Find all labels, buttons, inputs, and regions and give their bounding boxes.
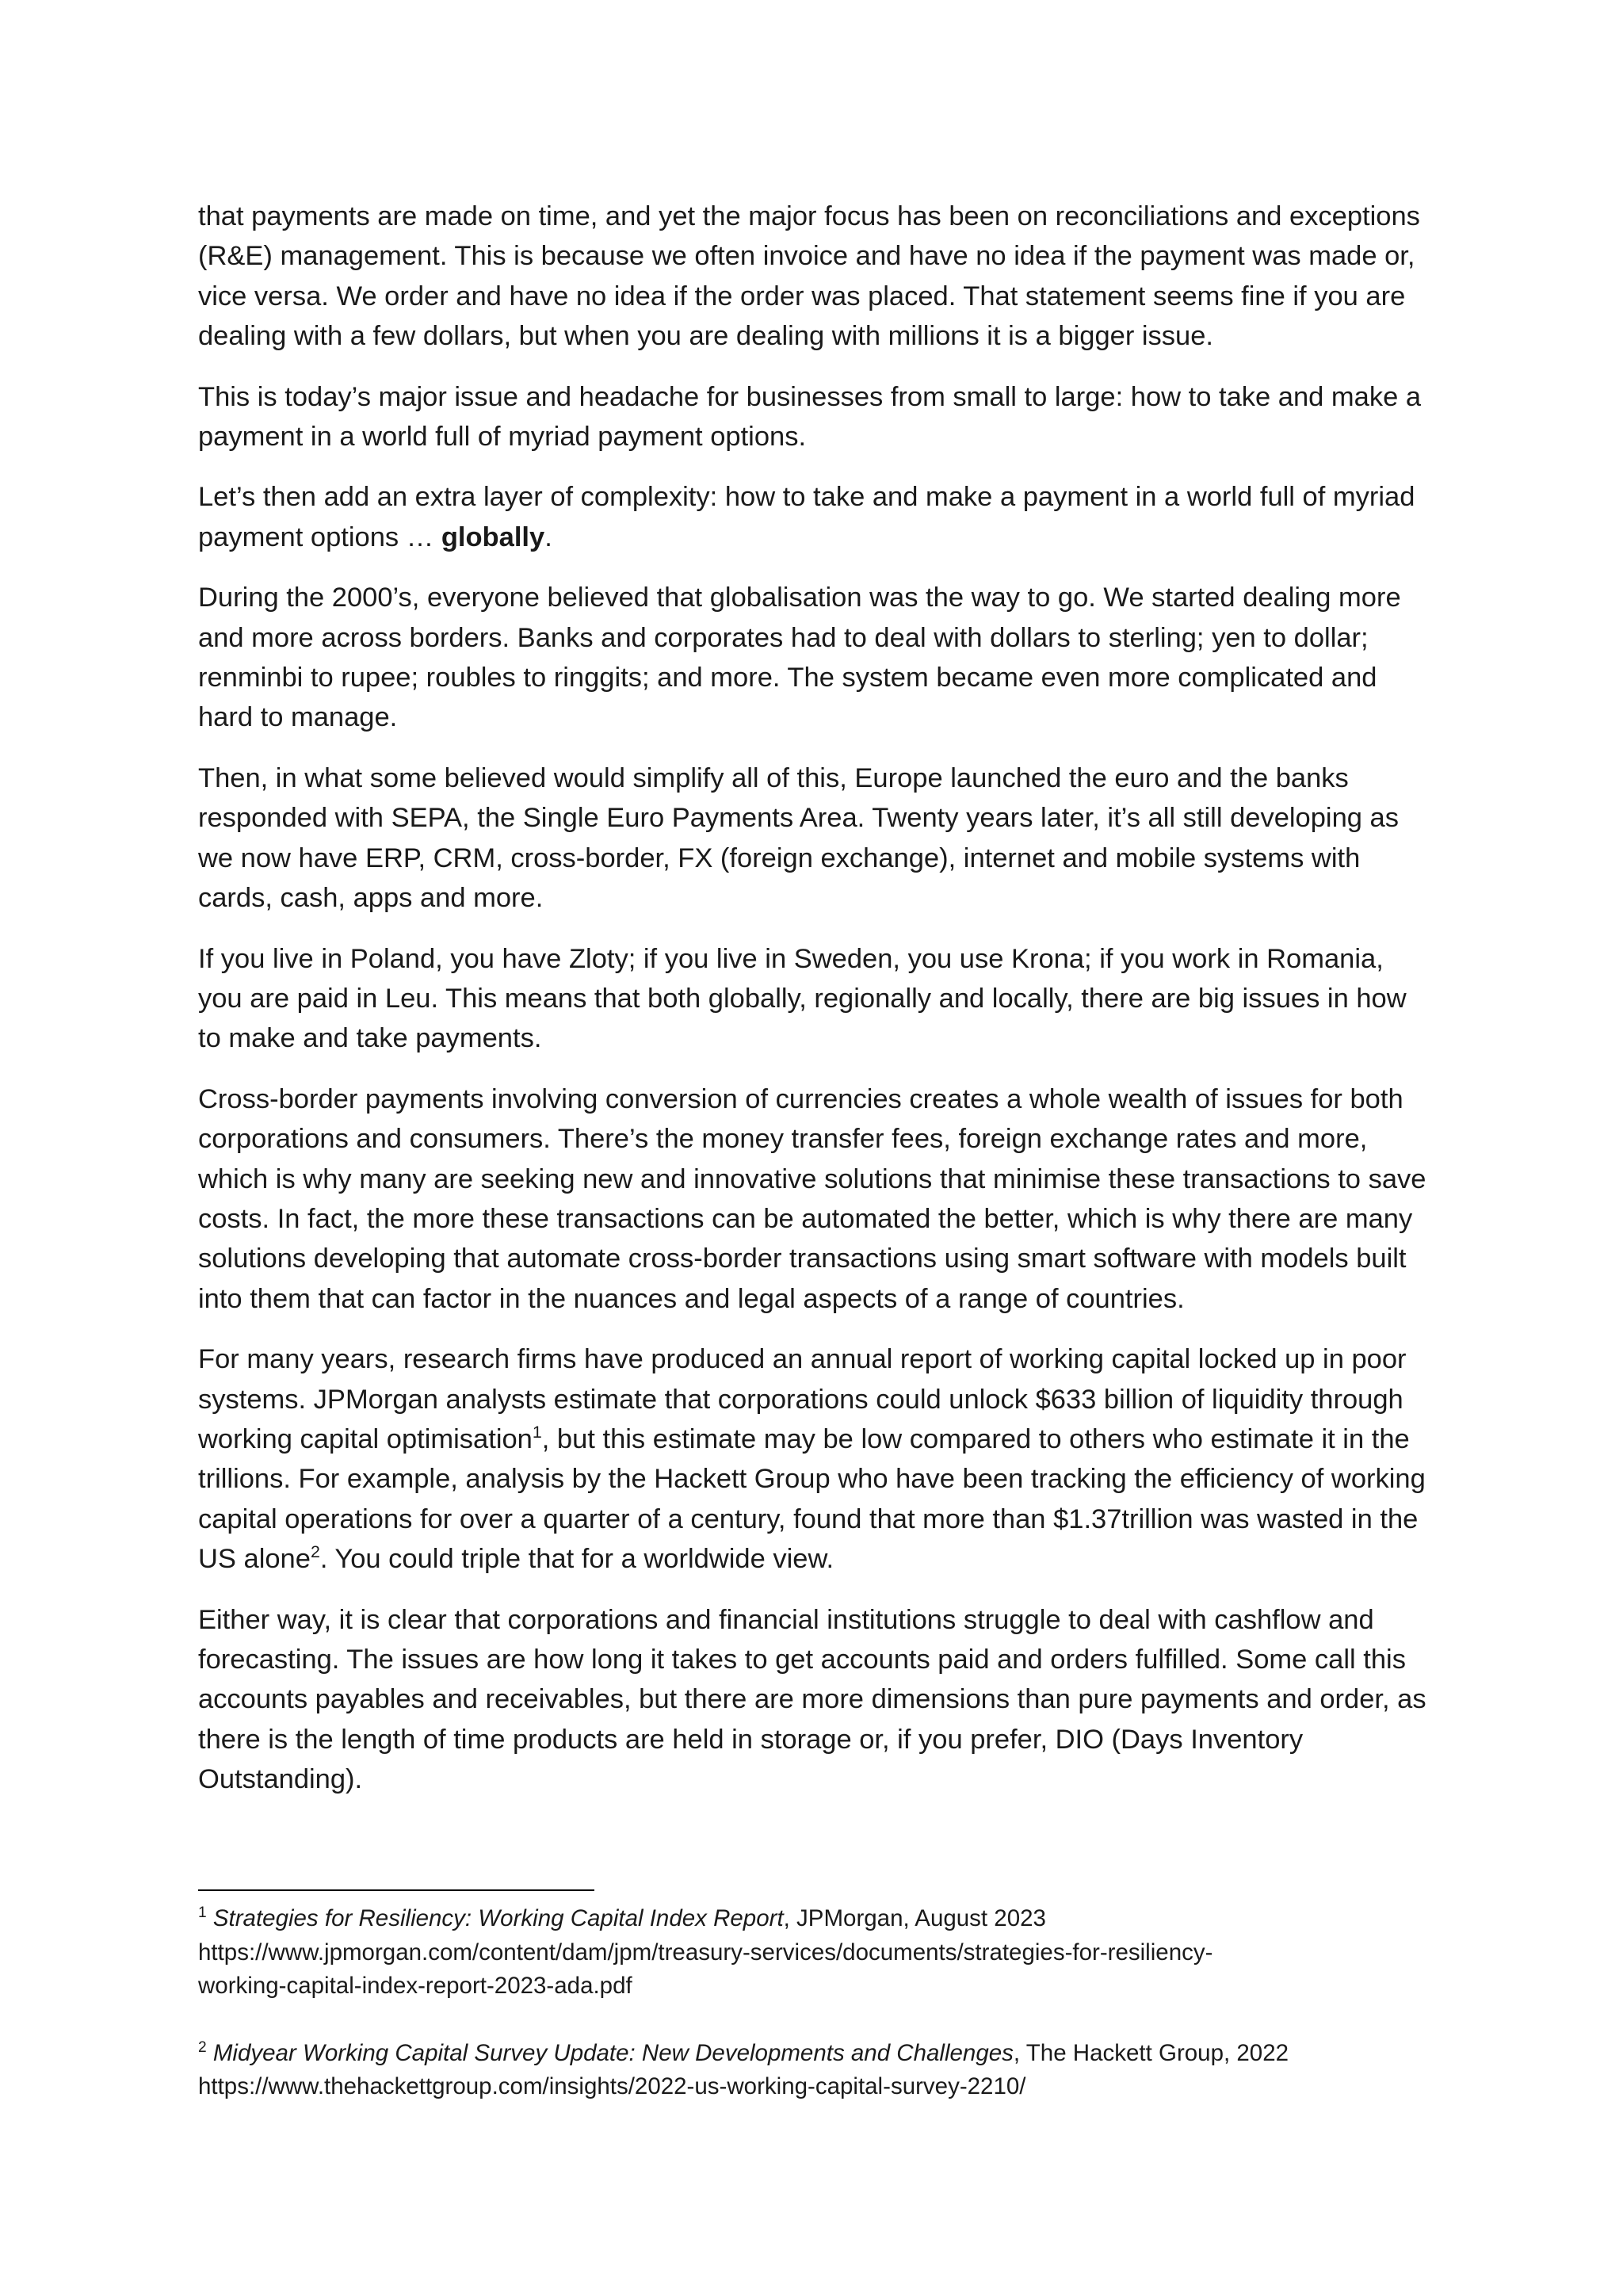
paragraph-complexity-text: Let’s then add an extra layer of complexity: how to take and make a payment in a world full of myriad payment options … (198, 482, 1415, 552)
emphasis-globally: globally (441, 521, 545, 552)
footnote-separator (198, 1889, 594, 1891)
footnote-1-citation (198, 1902, 1434, 1936)
footnote-1 (198, 1902, 1434, 2004)
footnote-2 (198, 2037, 1434, 2104)
paragraph-globalisation: During the 2000’s, everyone believed that globalisation was the way to go. We started dealing more and more across borders. Banks and corporates had to deal with dollars to sterling; yen to dollar; renminbi to rupee; roubles to ringgits; and more. The system became even more complicated and hard to manage. (198, 583, 1401, 733)
paragraph-complexity (198, 477, 1434, 557)
footnote-1-title: Strategies for Resiliency: Working Capital Index Report (212, 1905, 784, 1931)
paragraph-complexity-end: . (544, 521, 552, 552)
working-capital-text-1: For many years, research firms have produced an annual report of working capital locked up in poor systems. JPMorgan analysts estimate that corporations could unlock $633 billion of liquidity through working capital optimisation (198, 1344, 1407, 1454)
footnote-2-url[interactable]: https://www.thehackettgroup.com/insights/2022-us-working-capital-survey-2210/ (198, 2073, 1026, 2099)
working-capital-text-3: . You could triple that for a worldwide view. (319, 1544, 834, 1575)
footnotes (198, 1902, 1434, 2137)
footnote-1-url-line-2[interactable]: working-capital-index-report-2023-ada.pdf (198, 1973, 632, 1999)
paragraph-euro-sepa: Then, in what some believed would simplify all of this, Europe launched the euro and the banks responded with SEPA, the Single Euro Payments Area. Twenty years later, it’s all still developing as we now have ERP, CRM, cross-border, FX (foreign exchange), internet and mobile systems with cards, cash, apps and more. (198, 762, 1399, 914)
footnote-2-citation (198, 2037, 1434, 2071)
footnote-1-number: 1 (198, 1904, 207, 1922)
footnote-2-title: Midyear Working Capital Survey Update: New Developments and Challenges (212, 2039, 1014, 2066)
footnote-ref-2[interactable]: 2 (310, 1542, 320, 1562)
footnote-2-number: 2 (198, 2038, 207, 2056)
paragraph-reconciliations: that payments are made on time, and yet the major focus has been on reconciliations and exceptions (R&E) management. This is because we often invoice and have no idea if the payment was made or, vice versa. We order and have no idea if the order was placed. That statement seems fine if you are dealing with a few dollars, but when you are dealing with millions it is a bigger issue. (198, 201, 1420, 352)
paragraph-cashflow: Either way, it is clear that corporations and financial institutions struggle to deal with cashflow and forecasting. The issues are how long it takes to get accounts paid and orders fulfilled. Some call this accounts payables and receivables, but there are more dimensions than pure payments and order, as there is the length of time products are held in storage or, if you prefer, DIO (Days Inventory Outstanding). (198, 1604, 1426, 1795)
paragraph-currencies: If you live in Poland, you have Zloty; if you live in Sweden, you use Krona; if you work in Romania, you are paid in Leu. This means that both globally, regionally and locally, there are big issues in how to make and take payments. (198, 943, 1407, 1054)
working-capital-text-2: , but this estimate may be low compared to others who estimate it in the trillions. For example, analysis by the Hackett Group who have been tracking the efficiency of working capital operations for over a quarter of a century, found that more than $1.37trillion was wasted in the US alone (198, 1423, 1426, 1575)
footnote-1-source: , JPMorgan, August 2023 (783, 1905, 1046, 1931)
footnote-2-source: , The Hackett Group, 2022 (1013, 2039, 1289, 2066)
paragraph-working-capital (198, 1339, 1434, 1579)
paragraph-major-issue: This is today’s major issue and headache for businesses from small to large: how to take and make a payment in a world full of myriad payment options. (198, 381, 1422, 453)
footnote-ref-1[interactable]: 1 (532, 1423, 542, 1442)
paragraph-cross-border: Cross-border payments involving conversion of currencies creates a whole wealth of issues for both corporations and consumers. There’s the money transfer fees, foreign exchange rates and more, which is why many are seeking new and innovative solutions that minimise these transactions to save costs. In fact, the more these transactions can be automated the better, which is why there are many solutions developing that automate cross-border transactions using smart software with models built into them that can factor in the nuances and legal aspects of a range of countries. (198, 1083, 1426, 1314)
body-text (198, 197, 1434, 1820)
footnote-1-url-line-1[interactable]: https://www.jpmorgan.com/content/dam/jpm/treasury-services/documents/strategies-for-resiliency- (198, 1939, 1213, 1966)
